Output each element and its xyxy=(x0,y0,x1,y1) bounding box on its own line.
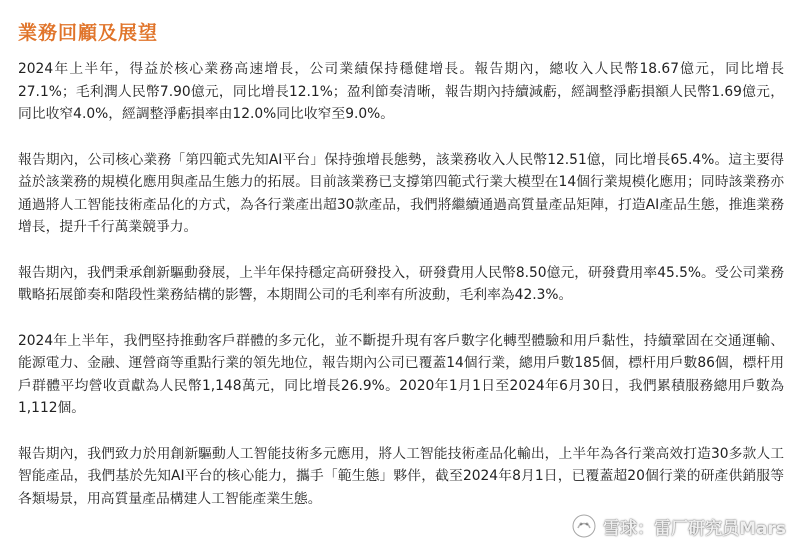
paragraph-ai-products: 報告期內，我們致力於用創新驅動人工智能技術多元應用，將人工智能技術產品化輸出，上半年為各行業高效打造30多款人工智能產品，我們基於先知AI平台的核心能力，攜手「範生態」夥伴，截至2024年8月1日，已覆蓋超20個行業的研產供銷服等各類場景，用高質量產品構建人工智能產業生態。 xyxy=(18,445,784,507)
paragraph-customers: 2024年上半年，我們堅持推動客戶群體的多元化，並不斷提升現有客戶數字化轉型體驗和用戶黏性，持續鞏固在交通運輸、能源電力、金融、運營商等重點行業的領先地位，報告期內公司已覆蓋14個行業，總用戶數185個，標杆用戶數86個，標杆用戶群體平均營收貢獻為人民幣1,148萬元，同比增長26.9%。2020年1月1日至2024年6月30日，我們累積服務總用戶數為1,112個。 xyxy=(18,332,784,416)
watermark xyxy=(571,513,786,539)
document-body xyxy=(18,58,784,533)
section-title: 業務回顧及展望 xyxy=(18,22,159,44)
paragraph-rnd: 報告期內，我們秉承創新驅動發展，上半年保持穩定高研發投入，研發費用人民幣8.50億元，研發費用率45.5%。受公司業務戰略拓展節奏和階段性業務結構的影響，本期間公司的毛利率有所波動，毛利率為42.3%。 xyxy=(18,264,784,303)
watermark-text: 雪球：雷厂研究员Mars xyxy=(603,518,786,539)
snowball-logo-icon xyxy=(571,513,597,539)
paragraph-performance: 2024年上半年，得益於核心業務高速增長，公司業績保持穩健增長。報告期內，總收入人民幣18.67億元，同比增長27.1%；毛利潤人民幣7.90億元，同比增長12.1%；盈利節奏清晰，報告期內持續減虧，經調整淨虧損額人民幣1.69億元，同比收窄4.0%，經調整淨虧損率由12.0%同比收窄至9.0%。 xyxy=(18,61,784,122)
paragraph-core-business: 報告期內，公司核心業務「第四範式先知AI平台」保持強增長態勢，該業務收入人民幣12.51億，同比增長65.4%。這主要得益於該業務的規模化應用與產品生態力的拓展。目前該業務已支撐第四範式行業大模型在14個行業規模化應用；同時該業務亦通過將人工智能技術產品化的方式，為各行業產出超30款產品，我們將繼續通過高質量產品矩陣，打造AI產品生態，推進業務增長，提升千行萬業競爭力。 xyxy=(18,151,784,235)
